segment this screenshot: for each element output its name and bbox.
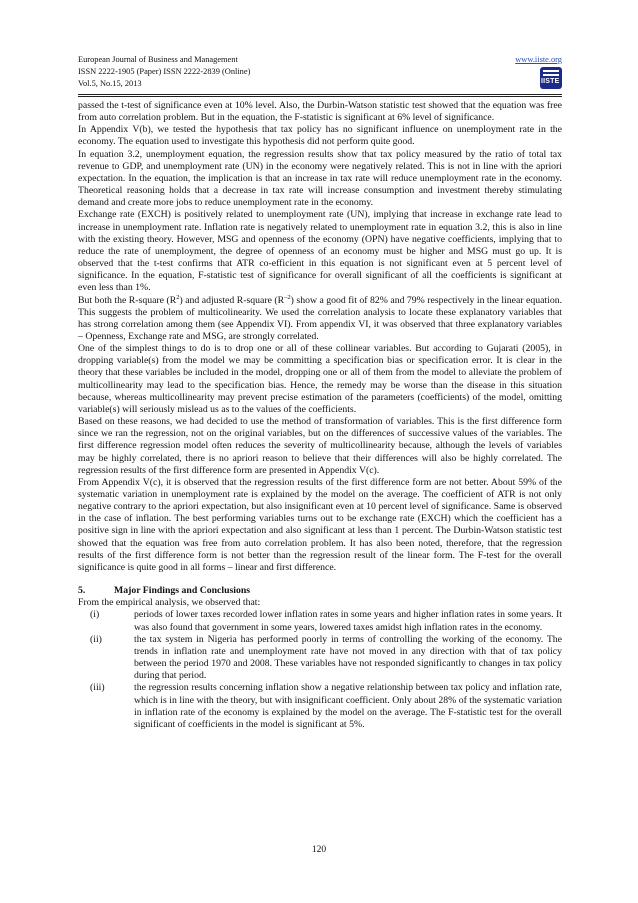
paragraph: Based on these reasons, we had decided to use the method of transformation of variables. This is the first difference form since we ran the regression, not on the original variables, but on the differences of successive values of the variables. The first difference regression model often reduces the severity of multicollinearity because, although the levels of variables may be highly correlated, there is no apriori reason to believe that their differences will also be highly correlated. The regression results of the first difference form are presented in Appendix V(c). (78, 416, 562, 476)
paragraph: One of the simplest things to do is to drop one or all of these collinear variables. But according to Gujarati (2005), in dropping variable(s) from the model we may be committing a specification bias or specification error. It is clear in the theory that these variables be included in the model, dropping one or all of them from the model to alleviate the problem of multicollinearity may lead to the specification bias. Hence, the remedy may be worse than the disease in this situation because, whereas multicollinearity may prevent precise estimation of the parameters (coefficients) of the model, omitting variable(s) will seriously mislead us as to the values of the coefficients. (78, 343, 562, 415)
paragraph: Exchange rate (EXCH) is positively related to unemployment rate (UN), implying that increase in exchange rate lead to increase in unemployment rate. Inflation rate is negatively related to unemployment rate in equation 3.2, this is also in line with the existing theory. However, MSG and openness of the economy (OPN) have negative coefficients, implying that to reduce the rate of unemployment, the degree of openness of an economy must be higher and MSG must go up. It is observed that the t-test confirms that ATR co-efficient in this equation is not significant even at 5 percent level of significance. In the equation, F-statistic test of significance for overall significant of all the coefficients is significant at even less than 1%. (78, 209, 562, 294)
journal-url-link[interactable]: www.iiste.org (515, 55, 562, 64)
page-number: 120 (311, 845, 327, 855)
list-item (78, 634, 562, 683)
header-divider-second (78, 96, 562, 97)
paragraph: In Appendix V(b), we tested the hypothesis that tax policy has no significant influence on unemployment rate in the economy. The equation used to investigate this hypothesis did not perform quite good. (78, 124, 562, 148)
paragraph-rsquare: But both the R-square $(R^2)$ and adjusted R-square $(R^{-2})$ show a good fit of 82% and 79% respectively in the linear equation. This suggests the problem of multicolinearity. We used the correlation analysis to locate these explanatory variables that has strong correlation among them (see Appendix VI). From appendix VI, it was observed that three explanatory variables – Openness, Exchange rate and MSG, are strongly correlated. (78, 293, 563, 342)
iiste-logo-icon: IISTE (540, 67, 562, 89)
journal-header (78, 54, 562, 91)
section-number: 5. (78, 585, 86, 597)
list-item (78, 609, 562, 633)
journal-title: European Journal of Business and Management (78, 55, 238, 64)
list-item-label: (iii) (90, 682, 105, 694)
list-item-label: (i) (90, 609, 100, 621)
findings-intro: From the empirical analysis, we observed that: (78, 597, 261, 609)
paragraph: passed the t-test of significance even at 10% level. Also, the Durbin-Watson statistic test showed that the equation was free from auto correlation problem. But in the equation, the F-statistic is significant at 6% level of significance. (78, 100, 562, 124)
journal-volume: Vol.5, No.15, 2013 (78, 79, 142, 89)
list-item-label: (ii) (90, 633, 102, 645)
findings-list (78, 609, 562, 731)
header-divider (78, 94, 562, 95)
list-item-text: the tax system in Nigeria has performed poorly in terms of controlling the working of the economy. The trends in inflation rate and unemployment rate have not moved in any direction with that of tax policy between the period 1970 and 2008. These variables have not responded significantly to changes in tax policy during that period. (134, 633, 562, 682)
journal-issn: ISSN 2222-1905 (Paper) ISSN 2222-2839 (Online) (78, 67, 251, 77)
article-body (78, 100, 562, 731)
paragraph: In equation 3.2, unemployment equation, the regression results show that tax policy measured by the ratio of total tax revenue to GDP, and unemployment rate (UN) in the economy were negatively related. This is not in line with the apriori expectation. In the equation, the implication is that an increase in tax rate will reduce unemployment rate in the economy. Theoretical reasoning holds that a decrease in tax rate will increase consumption and investment thereby stimulating demand and create more jobs to reduce unemployment rate in the economy. (78, 148, 562, 209)
section-heading (78, 585, 562, 597)
list-item-text: periods of lower taxes recorded lower inflation rates in some years and higher inflation rates in some years. It was also found that government in some years, lowered taxes amidst high inflation rates in the economy. (134, 609, 562, 633)
section-title: Major Findings and Conclusions (114, 585, 251, 597)
list-item (78, 682, 562, 731)
list-item-text: the regression results concerning inflation show a negative relationship between tax policy and inflation rate, which is in line with the theory, but with insignificant coefficient. Only about 28% of the systematic variation in inflation rate of the economy is explained by the model on the average. The F-statistic test for the overall significant of coefficients in the model is significant at 5%. (134, 682, 562, 730)
paragraph: From Appendix V(c), it is observed that the regression results of the first difference form are not better. About 59% of the systematic variation in unemployment rate is explained by the model on the average. The coefficient of ATR is not only negative contrary to the apriori expectation, but also insignificant even at 10 percent level of significance. Same is observed in the case of inflation. The best performing variables turns out to be exchange rate (EXCH) which the coefficient has a positive sign in line with the apriori expectation and also significant at less than 1 percent. The Durbin-Watson statistic test showed that the equation was free from auto correlation problem. It has also been noted, therefore, that the regression results of the first difference form is not better than the regression result of the linear form. The F-test for the overall significance is quite good in all forms – linear and first difference. (78, 476, 562, 573)
